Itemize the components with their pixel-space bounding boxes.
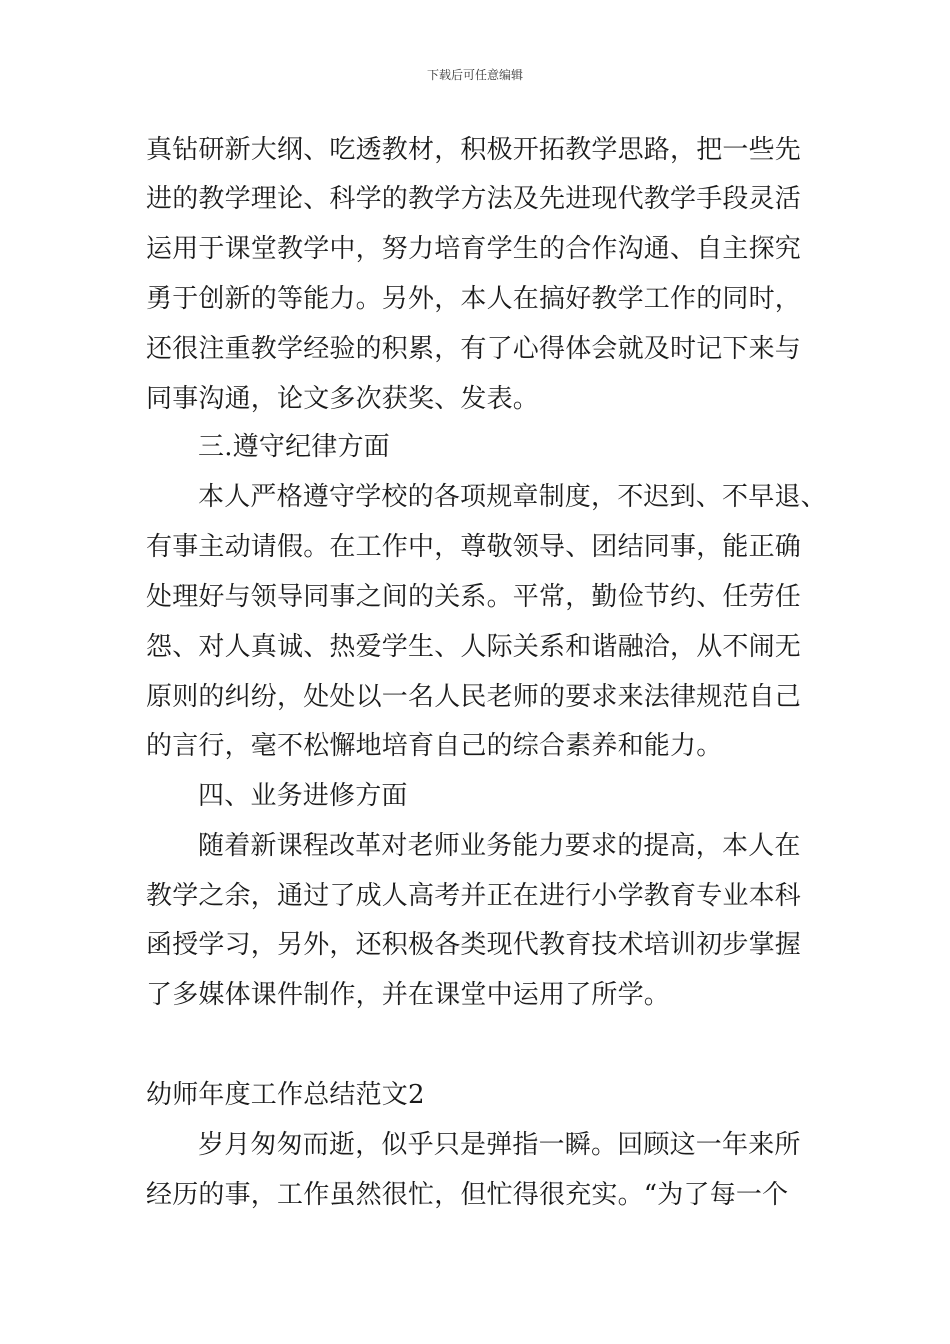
paragraph-line: 有事主动请假。在工作中，尊敬领导、团结同事，能正确	[146, 532, 802, 562]
paragraph-line: 怨、对人真诚、热爱学生、人际关系和谐融洽，从不闹无	[146, 632, 802, 662]
section-heading: 三.遵守纪律方面	[198, 432, 390, 462]
paragraph-line: 进的教学理论、科学的教学方法及先进现代教学手段灵活	[146, 184, 802, 214]
paragraph-line: 原则的纠纷，处处以一名人民老师的要求来法律规范自己	[146, 682, 802, 712]
paragraph-line: 运用于课堂教学中，努力培育学生的合作沟通、自主探究	[146, 234, 802, 264]
page-header: 下载后可任意编辑	[426, 68, 523, 82]
paragraph-line: 经历的事，工作虽然很忙，但忙得很充实。“为了每一个	[146, 1180, 789, 1210]
paragraph-line: 岁月匆匆而逝，似乎只是弹指一瞬。回顾这一年来所	[198, 1130, 801, 1160]
paragraph-line: 还很注重教学经验的积累，有了心得体会就及时记下来与	[146, 334, 802, 364]
paragraph-line: 真钻研新大纲、吃透教材，积极开拓教学思路，把一些先	[146, 135, 802, 165]
section-heading: 四、业务进修方面	[198, 781, 408, 811]
paragraph-line: 同事沟通，论文多次获奖、发表。	[146, 384, 540, 414]
paragraph-line: 处理好与领导同事之间的关系。平常，勤俭节约、任劳任	[146, 582, 802, 612]
paragraph-line: 本人严格遵守学校的各项规章制度，不迟到、不早退、	[198, 482, 827, 512]
paragraph-line: 随着新课程改革对老师业务能力要求的提高，本人在	[198, 831, 801, 861]
paragraph-line: 了多媒体课件制作，并在课堂中运用了所学。	[146, 980, 671, 1010]
article-title: 幼师年度工作总结范文2	[146, 1080, 425, 1110]
paragraph-line: 的言行，毫不松懈地培育自己的综合素养和能力。	[146, 731, 723, 761]
paragraph-line: 函授学习，另外，还积极各类现代教育技术培训初步掌握	[146, 930, 802, 960]
paragraph-line: 勇于创新的等能力。另外，本人在搞好教学工作的同时，	[146, 284, 802, 314]
paragraph-line: 教学之余，通过了成人高考并正在进行小学教育专业本科	[146, 881, 802, 911]
